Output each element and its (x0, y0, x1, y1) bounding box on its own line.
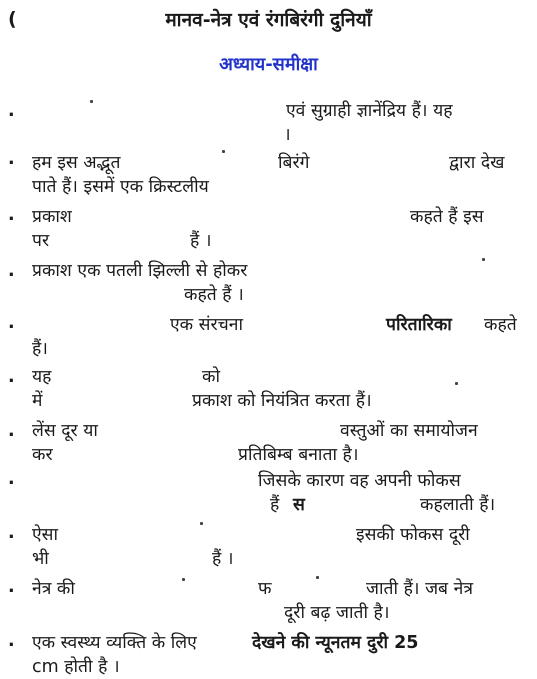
item-11-text-a: एक स्वस्थ्य व्यक्ति के लिए (32, 633, 197, 653)
item-3-text-d: हैं । (190, 231, 212, 251)
item-8-text-c: स (293, 495, 305, 515)
scan-speck (182, 578, 185, 581)
scan-speck (222, 150, 225, 153)
item-6-text-a: यह (32, 367, 52, 387)
item-9-text-b: इसकी फोकस दूरी (356, 525, 470, 545)
item-10-text-b: फ (258, 579, 272, 599)
bullet-11: . (8, 631, 15, 651)
item-11-text-c: cm होती है । (32, 657, 120, 677)
item-7-text-a: लेंस दूर या (32, 421, 98, 441)
item-10-text-d: दूरी बढ़ जाती है। (284, 603, 390, 623)
item-3-text-c: पर (32, 231, 50, 251)
scan-speck (90, 100, 93, 103)
item-2-text-d: पाते हैं। इसमें एक क्रिस्टलीय (32, 177, 209, 197)
bullet-3: . (8, 205, 15, 225)
bullet-7: . (8, 421, 15, 441)
corner-mark: ( (8, 8, 17, 30)
item-5-text-d: हैं। (32, 339, 48, 359)
item-6-text-c: में (32, 391, 43, 411)
scan-speck (455, 382, 458, 385)
item-10-text-a: नेत्र की (32, 579, 75, 599)
bullet-9: . (8, 523, 15, 543)
item-8-text-d: कहलाती हैं। (420, 495, 496, 515)
bullet-5: . (8, 313, 15, 333)
item-5-text-c: कहते (484, 315, 517, 335)
item-8-text-b: हैं (270, 495, 280, 515)
item-9-text-d: हैं । (212, 549, 234, 569)
scan-speck (316, 576, 319, 579)
item-3-text-a: प्रकाश (32, 207, 72, 227)
item-2-text-b: बिरंगे (278, 153, 310, 173)
item-8-text-a: जिसके कारण वह अपनी फोकस (258, 471, 461, 491)
item-4-text-a: प्रकाश एक पतली झिल्ली से होकर (32, 261, 248, 281)
bullet-6: . (8, 367, 15, 387)
item-1-text-b: । (284, 125, 291, 145)
page-title: मानव-नेत्र एवं रंगबिरंगी दुनियाँ (165, 9, 372, 31)
bullet-1: . (8, 101, 15, 121)
item-11-text-b: देखने की न्यूनतम दुरी 25 (252, 633, 419, 653)
scan-speck (200, 522, 203, 525)
item-7-text-c: कर (32, 445, 53, 465)
item-3-text-b: कहते हैं इस (410, 207, 484, 227)
item-6-text-d: प्रकाश को नियंत्रित करता हैं। (192, 391, 372, 411)
item-5-text-a: एक संरचना (170, 315, 244, 335)
item-2-text-a: हम इस अद्भूत (32, 153, 121, 173)
item-5-text-b: परितारिका (386, 315, 452, 335)
scan-speck (482, 258, 485, 261)
item-6-text-b: को (202, 367, 220, 387)
item-9-text-a: ऐसा (32, 525, 59, 545)
item-7-text-b: वस्तुओं का समायोजन (340, 421, 478, 441)
item-2-text-c: द्वारा देख (449, 153, 505, 173)
item-4-text-b: कहते हैं । (184, 285, 244, 305)
item-10-text-c: जाती हैं। जब नेत्र (366, 579, 473, 599)
item-1-text-a: एवं सुग्राही ज्ञानेंद्रिय हैं। यह (286, 101, 453, 121)
bullet-2: . (8, 149, 15, 169)
chapter-review-heading: अध्याय-समीक्षा (219, 54, 318, 75)
bullet-8: . (8, 469, 15, 489)
item-7-text-d: प्रतिबिम्ब बनाता है। (238, 445, 359, 465)
item-9-text-c: भी (32, 549, 49, 569)
bullet-10: . (8, 577, 15, 597)
bullet-4: . (8, 261, 15, 281)
